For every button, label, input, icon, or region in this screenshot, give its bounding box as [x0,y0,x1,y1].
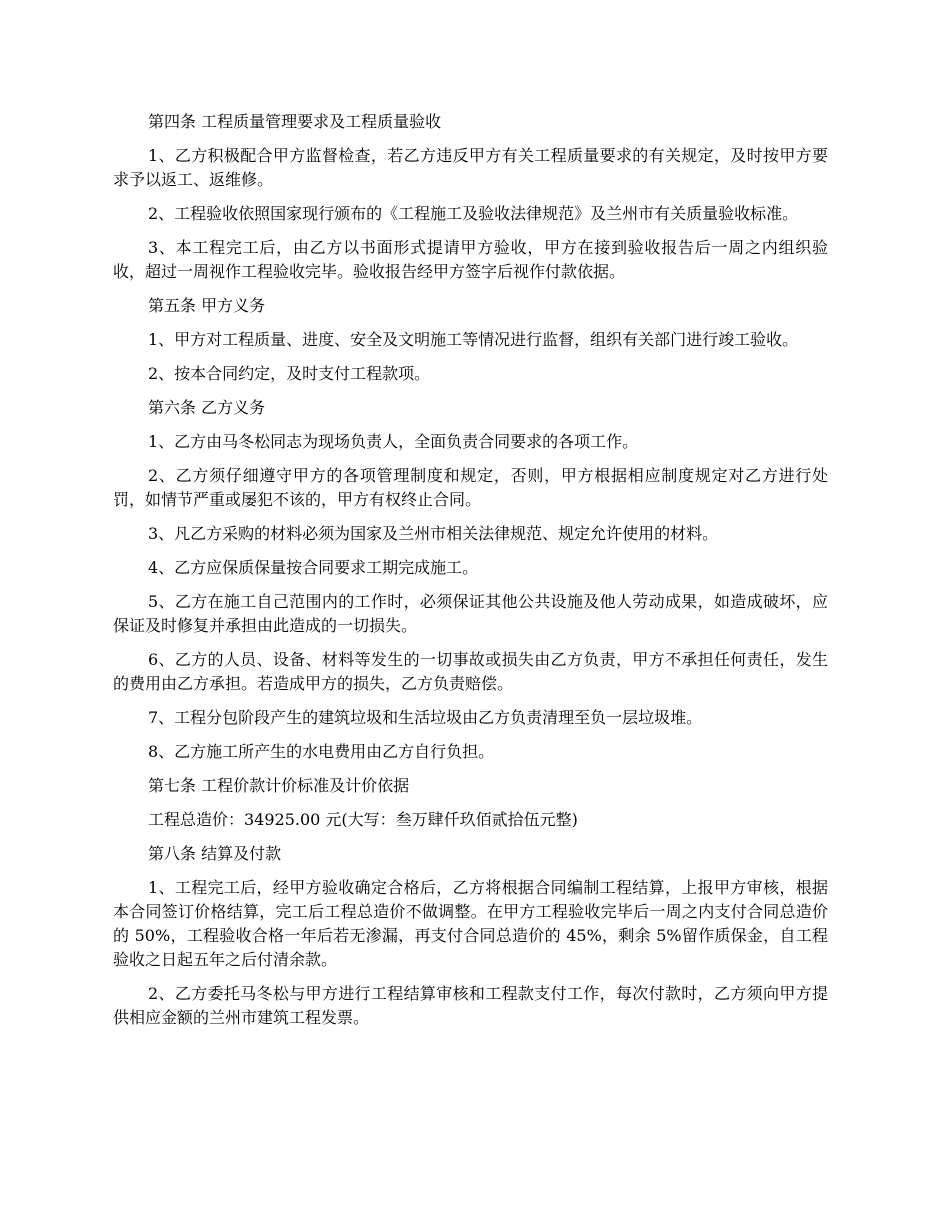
paragraph: 8、乙方施工所产生的水电费用由乙方自行负担。 [148,742,495,761]
paragraph: 2、按本合同约定，及时支付工程款项。 [148,364,431,383]
paragraph: 1、乙方积极配合甲方监督检查，若乙方违反甲方有关工程质量要求的有关规定，及时按甲方要求予以返工、返维修。 [113,146,828,189]
section-heading-8: 第八条 结算及付款 [148,844,282,863]
total-price-paragraph: 工程总造价：34925.00 元(大写：叁万肆仟玖佰贰拾伍元整) [148,810,578,829]
paragraph: 5、乙方在施工自己范围内的工作时，必须保证其他公共设施及他人劳动成果，如造成破坏，应保证及时修复并承担由此造成的一切损失。 [113,592,828,635]
section-heading-5: 第五条 甲方义务 [148,296,266,315]
paragraph: 2、乙方须仔细遵守甲方的各项管理制度和规定，否则，甲方根据相应制度规定对乙方进行处罚，如情节严重或屡犯不该的，甲方有权终止合同。 [113,466,828,509]
paragraph: 1、甲方对工程质量、进度、安全及文明施工等情况进行监督，组织有关部门进行竣工验收。 [148,330,799,349]
paragraph: 3、本工程完工后，由乙方以书面形式提请甲方验收，甲方在接到验收报告后一周之内组织验收，超过一周视作工程验收完毕。验收报告经甲方签字后视作付款依据。 [113,238,828,281]
paragraph: 7、工程分包阶段产生的建筑垃圾和生活垃圾由乙方负责清理至负一层垃圾堆。 [148,708,703,727]
paragraph: 2、工程验收依照国家现行颁布的《工程施工及验收法律规范》及兰州市有关质量验收标准。 [148,204,799,223]
paragraph: 3、凡乙方采购的材料必须为国家及兰州市相关法律规范、规定允许使用的材料。 [148,524,719,543]
paragraph: 2、乙方委托马冬松与甲方进行工程结算审核和工程款支付工作，每次付款时，乙方须向甲方提供相应金额的兰州市建筑工程发票。 [113,984,828,1027]
paragraph: 6、乙方的人员、设备、材料等发生的一切事故或损失由乙方负责，甲方不承担任何责任，发生的费用由乙方承担。若造成甲方的损失，乙方负责赔偿。 [113,650,828,693]
document-page [113,110,828,1040]
section-heading-4: 第四条 工程质量管理要求及工程质量验收 [148,112,442,131]
section-heading-7: 第七条 工程价款计价标准及计价依据 [148,776,410,795]
paragraph: 1、乙方由马冬松同志为现场负责人，全面负责合同要求的各项工作。 [148,432,639,451]
paragraph: 1、工程完工后，经甲方验收确定合格后，乙方将根据合同编制工程结算，上报甲方审核，根据本合同签订价格结算，完工后工程总造价不做调整。在甲方工程验收完毕后一周之内支付合同总造价的 50%，工程验收合格一年后若无渗漏，再支付合同总造价的 45%，剩余 5%留作质保金，自工程验收之日起五年之后付清余款。 [113,878,828,969]
paragraph: 4、乙方应保质保量按合同要求工期完成施工。 [148,558,479,577]
section-heading-6: 第六条 乙方义务 [148,398,266,417]
